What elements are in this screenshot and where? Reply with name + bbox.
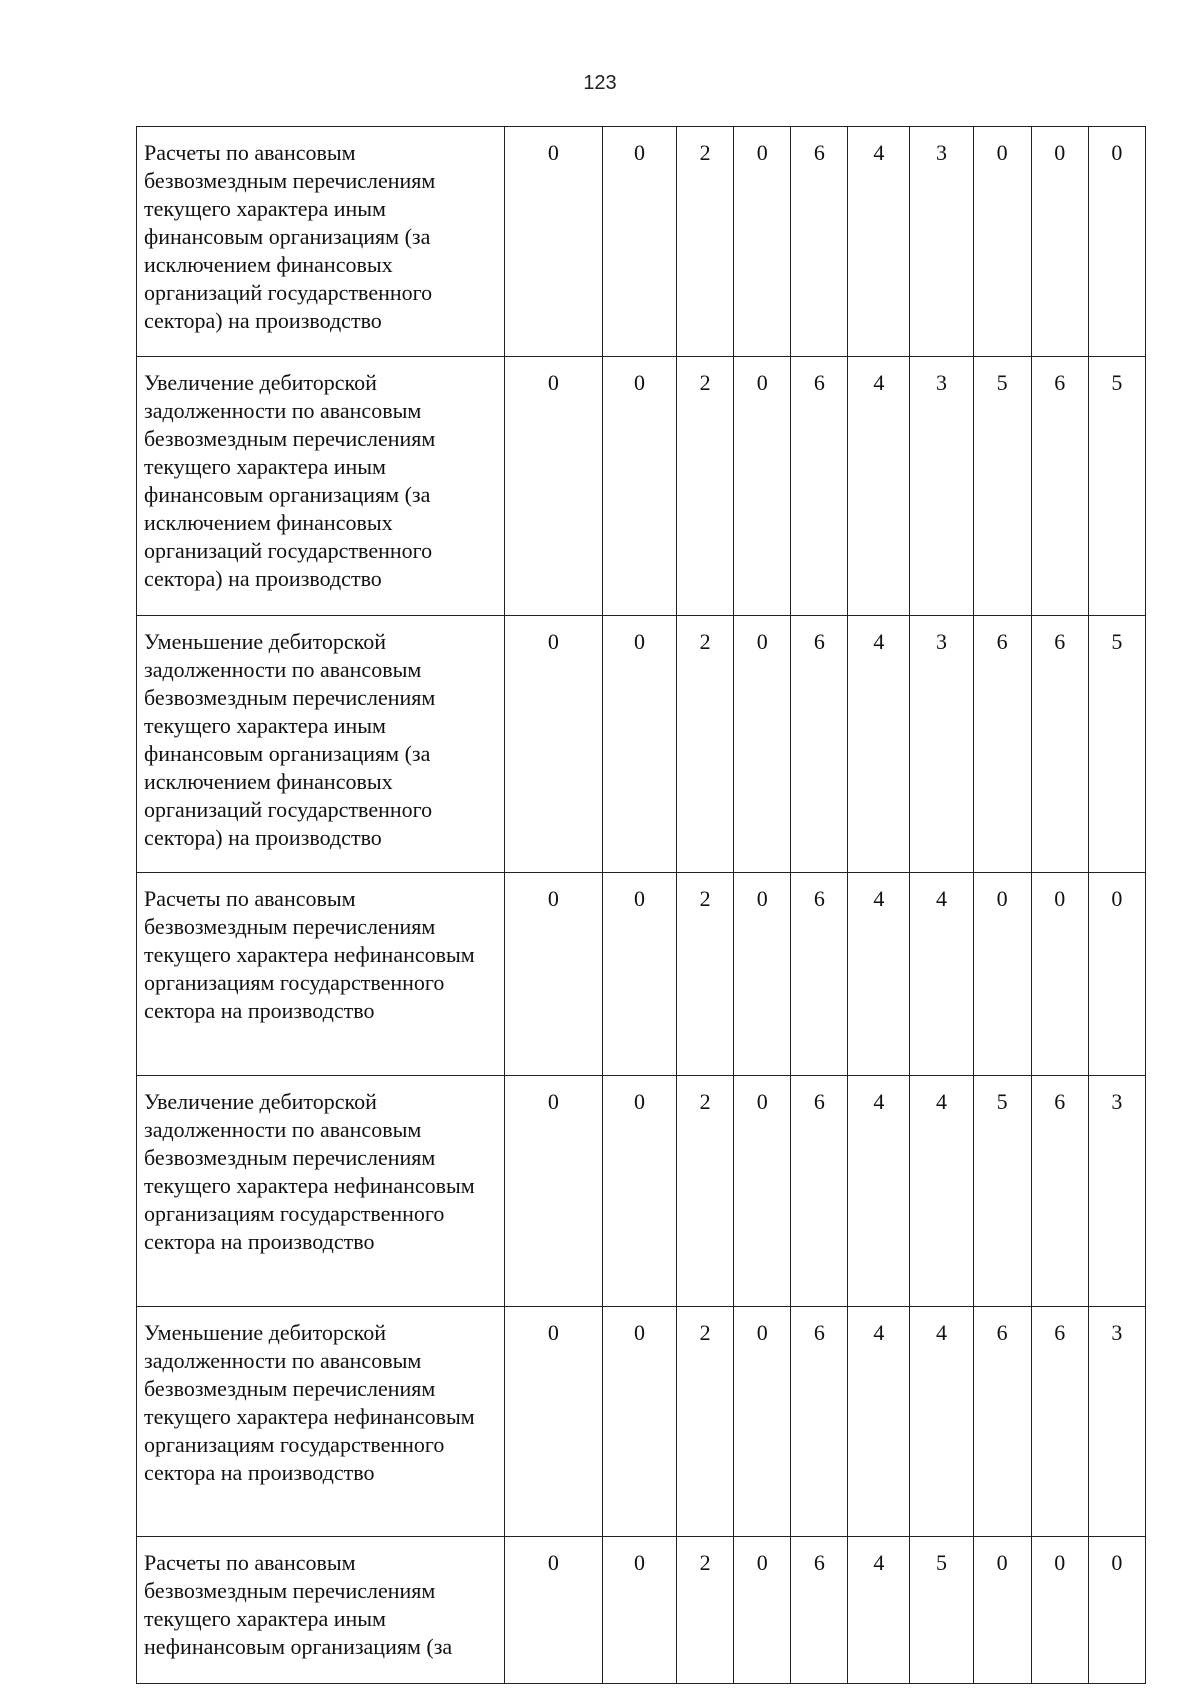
code-digit: 2 [677, 357, 734, 616]
code-digit: 4 [848, 873, 910, 1076]
code-digit: 0 [504, 873, 602, 1076]
code-digit: 6 [973, 616, 1031, 873]
code-digit: 6 [791, 357, 848, 616]
code-digit: 0 [504, 357, 602, 616]
code-digit: 6 [973, 1307, 1031, 1537]
code-digit: 4 [848, 1537, 910, 1684]
code-digit: 0 [734, 127, 791, 357]
code-digit: 0 [734, 1537, 791, 1684]
table-row [137, 1076, 1146, 1307]
code-digit: 4 [910, 1307, 973, 1537]
code-digit: 2 [677, 1537, 734, 1684]
code-digit: 2 [677, 873, 734, 1076]
code-digit: 3 [910, 357, 973, 616]
code-digit: 0 [734, 616, 791, 873]
code-digit: 0 [973, 1537, 1031, 1684]
table-row [137, 357, 1146, 616]
code-digit: 4 [848, 357, 910, 616]
code-digit: 0 [602, 1076, 676, 1307]
code-digit: 0 [734, 873, 791, 1076]
code-digit: 6 [1031, 357, 1088, 616]
code-digit: 0 [734, 1307, 791, 1537]
code-digit: 0 [504, 1307, 602, 1537]
code-digit: 2 [677, 616, 734, 873]
page-number: 123 [583, 72, 617, 94]
code-digit: 6 [791, 1307, 848, 1537]
code-digit: 0 [973, 873, 1031, 1076]
code-digit: 6 [791, 127, 848, 357]
code-digit: 2 [677, 1076, 734, 1307]
code-digit: 5 [1088, 616, 1145, 873]
code-digit: 0 [1031, 1537, 1088, 1684]
code-digit: 5 [1088, 357, 1145, 616]
code-digit: 3 [910, 127, 973, 357]
row-description: Расчеты по авансовым безвозмездным перечислениям текущего характера иным нефинансовым организациям (за [137, 1537, 505, 1684]
code-digit: 6 [1031, 616, 1088, 873]
row-description: Расчеты по авансовым безвозмездным перечислениям текущего характера нефинансовым организациям государственного сектора на производство [137, 873, 505, 1076]
code-digit: 6 [791, 616, 848, 873]
accounts-table [136, 126, 1146, 1684]
code-digit: 0 [734, 357, 791, 616]
code-digit: 4 [848, 616, 910, 873]
code-digit: 0 [1088, 873, 1145, 1076]
code-digit: 2 [677, 127, 734, 357]
code-digit: 0 [602, 1307, 676, 1537]
code-digit: 0 [1088, 127, 1145, 357]
table-row [137, 1537, 1146, 1684]
code-digit: 6 [791, 1537, 848, 1684]
code-digit: 6 [1031, 1076, 1088, 1307]
code-digit: 3 [1088, 1307, 1145, 1537]
row-description: Увеличение дебиторской задолженности по авансовым безвозмездным перечислениям текущего характера иным финансовым организациям (за исключением финансовых организаций государственного сектора) на производство [137, 357, 505, 616]
code-digit: 6 [791, 1076, 848, 1307]
row-description: Уменьшение дебиторской задолженности по авансовым безвозмездным перечислениям текущего характера иным финансовым организациям (за исключением финансовых организаций государственного сектора) на производство [137, 616, 505, 873]
code-digit: 0 [504, 127, 602, 357]
code-digit: 0 [1031, 873, 1088, 1076]
row-description: Увеличение дебиторской задолженности по авансовым безвозмездным перечислениям текущего характера нефинансовым организациям государственного сектора на производство [137, 1076, 505, 1307]
code-digit: 4 [910, 1076, 973, 1307]
code-digit: 4 [848, 1307, 910, 1537]
code-digit: 5 [910, 1537, 973, 1684]
table-row [137, 873, 1146, 1076]
code-digit: 0 [602, 873, 676, 1076]
table-row [137, 1307, 1146, 1537]
code-digit: 0 [602, 616, 676, 873]
code-digit: 0 [1088, 1537, 1145, 1684]
table-row [137, 127, 1146, 357]
code-digit: 0 [602, 1537, 676, 1684]
code-digit: 2 [677, 1307, 734, 1537]
code-digit: 0 [1031, 127, 1088, 357]
code-digit: 0 [504, 1076, 602, 1307]
code-digit: 4 [910, 873, 973, 1076]
code-digit: 5 [973, 1076, 1031, 1307]
table-row [137, 616, 1146, 873]
code-digit: 4 [848, 1076, 910, 1307]
code-digit: 0 [973, 127, 1031, 357]
code-digit: 0 [602, 357, 676, 616]
code-digit: 0 [504, 616, 602, 873]
code-digit: 6 [1031, 1307, 1088, 1537]
code-digit: 3 [910, 616, 973, 873]
code-digit: 3 [1088, 1076, 1145, 1307]
row-description: Расчеты по авансовым безвозмездным перечислениям текущего характера иным финансовым организациям (за исключением финансовых организаций государственного сектора) на производство [137, 127, 505, 357]
row-description: Уменьшение дебиторской задолженности по авансовым безвозмездным перечислениям текущего характера нефинансовым организациям государственного сектора на производство [137, 1307, 505, 1537]
code-digit: 4 [848, 127, 910, 357]
code-digit: 0 [602, 127, 676, 357]
code-digit: 6 [791, 873, 848, 1076]
code-digit: 5 [973, 357, 1031, 616]
code-digit: 0 [504, 1537, 602, 1684]
code-digit: 0 [734, 1076, 791, 1307]
